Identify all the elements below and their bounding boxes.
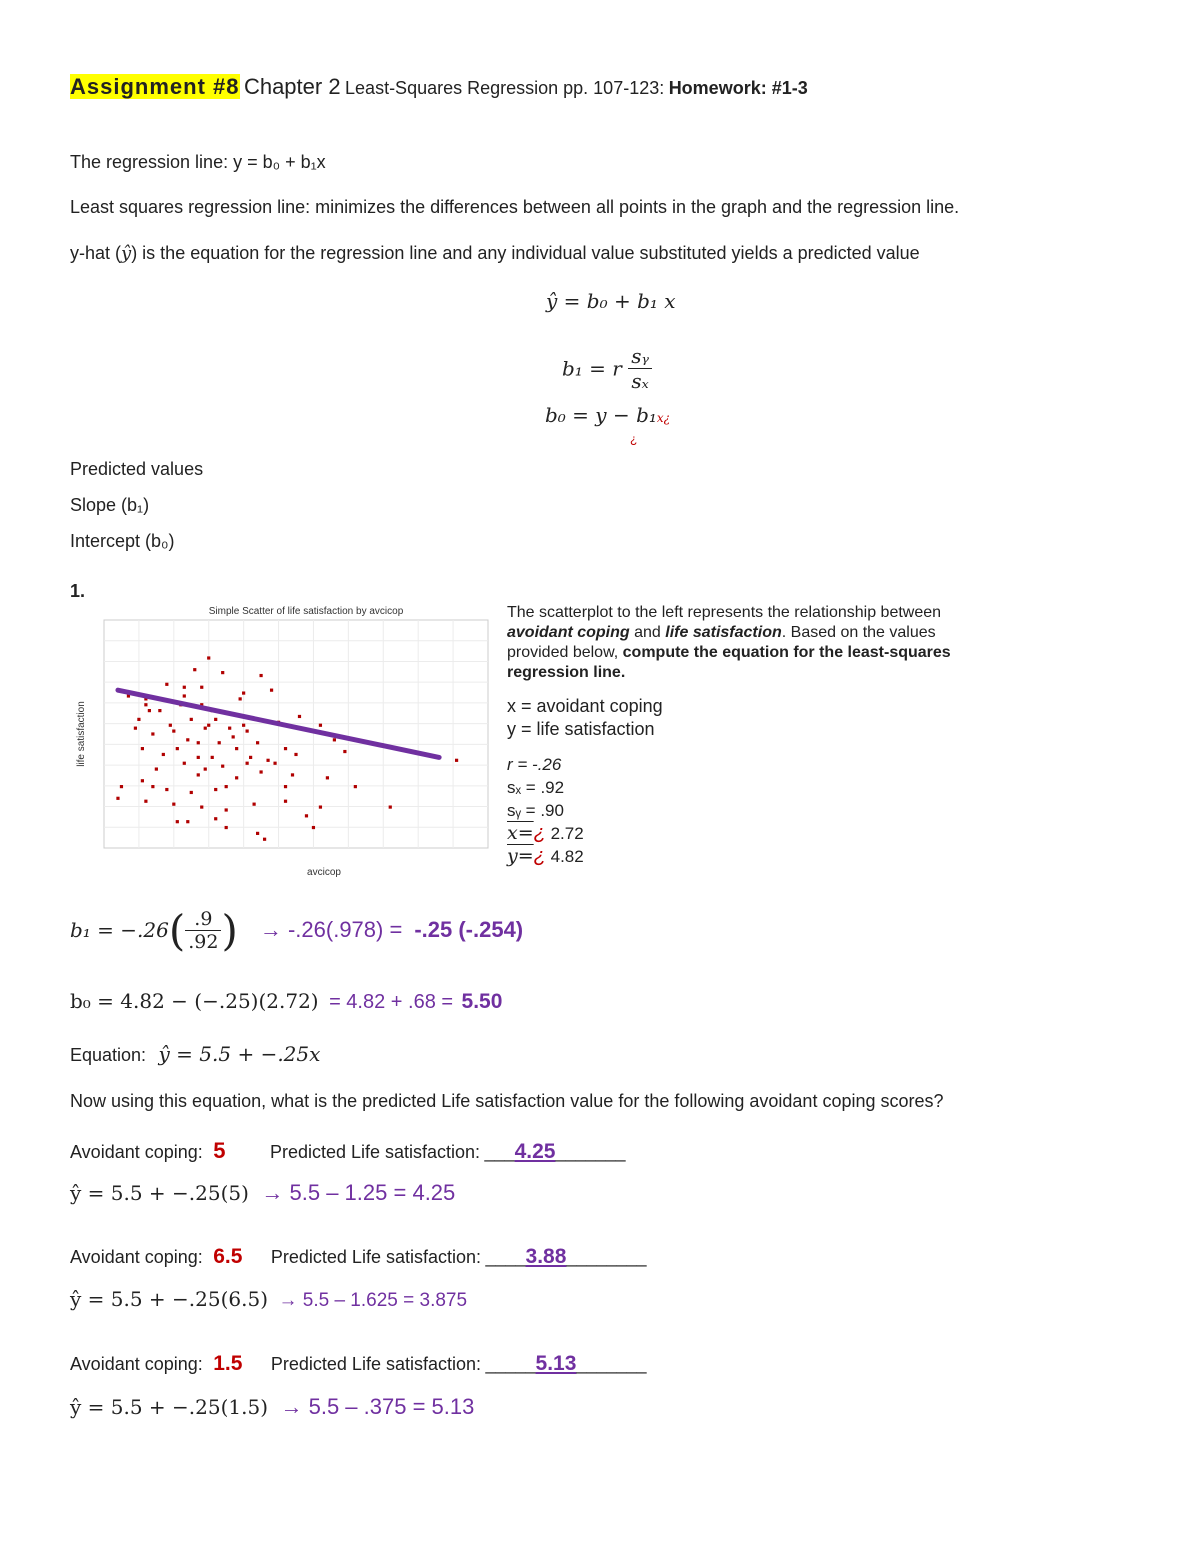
assignment-label: Assignment #8 <box>70 74 240 99</box>
desc-life: life satisfaction <box>665 624 782 641</box>
pred3-post-blank: _______ <box>576 1354 647 1374</box>
data-point <box>389 805 392 808</box>
data-point <box>172 729 175 732</box>
data-point <box>197 773 200 776</box>
pred2-eq: ŷ = 5.5 + −.25(6.5) <box>70 1287 269 1311</box>
pred3-pred-label: Predicted Life satisfaction: <box>270 1354 482 1374</box>
desc-line-2 <box>507 623 951 643</box>
data-point <box>197 756 200 759</box>
data-point <box>204 727 207 730</box>
pred2-score: 6.5 <box>213 1245 243 1268</box>
prediction-3 <box>70 1352 646 1376</box>
data-point <box>242 724 245 727</box>
data-point <box>294 753 297 756</box>
prediction-2 <box>70 1245 646 1269</box>
data-point <box>239 697 242 700</box>
data-point <box>190 718 193 721</box>
data-point <box>263 838 266 841</box>
data-point <box>312 826 315 829</box>
pred1-work: → 5.5 – 1.25 = 4.25 <box>261 1180 456 1205</box>
data-point <box>144 800 147 803</box>
b1-sol-result: -.25 (-.254) <box>414 917 524 942</box>
b0-sol-work: = 4.82 + .68 = <box>329 991 454 1013</box>
y-definition: y = life satisfaction <box>507 719 655 739</box>
chart-grid <box>104 620 488 848</box>
data-point <box>193 668 196 671</box>
data-point <box>144 703 147 706</box>
yhat-pre: y-hat ( <box>70 243 122 263</box>
b0-sol-result: 5.50 <box>461 990 503 1013</box>
b1-sol-den: .92 <box>188 930 219 953</box>
data-point <box>176 820 179 823</box>
scatter-chart <box>78 598 498 880</box>
data-point <box>291 773 294 776</box>
least-squares-text: Least squares regression line: minimizes the differences between all points in the graph and the regression line. <box>70 197 960 217</box>
pred1-label: Avoidant coping: <box>70 1142 203 1162</box>
b0-tail: x¿ <box>656 411 671 425</box>
data-point <box>200 686 203 689</box>
given-values <box>507 753 584 868</box>
data-point <box>155 767 158 770</box>
chart-xlabel: avcicop <box>307 867 341 878</box>
data-point <box>225 785 228 788</box>
pred1-pred-label: Predicted Life satisfaction: <box>269 1142 481 1162</box>
b1-lhs: b₁ = r <box>562 356 622 381</box>
chart-title: Simple Scatter of life satisfaction by avcicop <box>208 606 404 617</box>
data-point <box>270 689 273 692</box>
xbar-sym: x= <box>507 822 534 844</box>
page-title <box>70 74 808 100</box>
prediction-3-work <box>70 1394 474 1420</box>
plot-area <box>104 620 488 848</box>
data-point <box>183 686 186 689</box>
pred2-pred-label: Predicted Life satisfaction: <box>270 1247 482 1267</box>
data-point <box>151 785 154 788</box>
yhat-post: ) is the equation for the regression line and any individual value substituted yields a predicted value <box>131 243 920 263</box>
data-point <box>333 738 336 741</box>
data-point <box>284 747 287 750</box>
data-point <box>134 727 137 730</box>
desc-line-1: The scatterplot to the left represents the relationship between <box>507 604 942 621</box>
data-point <box>158 709 161 712</box>
data-point <box>165 683 168 686</box>
ybar-value <box>507 845 584 868</box>
prediction-1 <box>70 1138 626 1164</box>
pred3-answer: 5.13 <box>535 1352 577 1375</box>
data-point <box>218 741 221 744</box>
data-point <box>246 729 249 732</box>
desc-compute: compute the equation for the least-squares <box>622 644 951 661</box>
data-point <box>232 735 235 738</box>
prediction-1-work <box>70 1180 455 1206</box>
data-point <box>319 805 322 808</box>
data-point <box>183 762 186 765</box>
data-point <box>354 785 357 788</box>
data-point <box>197 741 200 744</box>
sx-value: sₓ = .92 <box>507 778 565 797</box>
data-point <box>148 709 151 712</box>
data-point <box>235 747 238 750</box>
slope-term: Slope (b₁) <box>70 495 150 515</box>
pred1-eq: ŷ = 5.5 + −.25(5) <box>70 1181 249 1205</box>
chart-ylabel: life satisfaction <box>76 701 87 767</box>
b1-fraction <box>628 344 652 393</box>
data-point <box>207 724 210 727</box>
ybar-val: 4.82 <box>550 847 584 866</box>
pred2-pre-blank: ____ <box>485 1247 526 1267</box>
b1-formula <box>562 344 652 393</box>
pred2-answer: 3.88 <box>525 1245 567 1268</box>
data-point <box>214 817 217 820</box>
b1-sol-num: .9 <box>185 908 221 931</box>
desc-and: and <box>629 624 666 641</box>
data-point <box>169 724 172 727</box>
data-point <box>204 767 207 770</box>
pred3-eq: ŷ = 5.5 + −.25(1.5) <box>70 1395 269 1419</box>
prediction-2-work <box>70 1287 467 1312</box>
data-point <box>225 808 228 811</box>
data-point <box>211 756 214 759</box>
r-value: r = -.26 <box>507 755 562 774</box>
sy-value: sᵧ = .90 <box>507 801 564 820</box>
data-point <box>186 738 189 741</box>
xbar-value <box>507 822 584 845</box>
b0-eq: b₀ = y − b₁ <box>545 403 657 427</box>
data-point <box>259 674 262 677</box>
intercept-term: Intercept (b₀) <box>70 531 175 551</box>
yhat-formula: ŷ = b₀ + b₁ x <box>546 289 676 313</box>
equation-label: Equation: <box>70 1045 147 1065</box>
pred3-label: Avoidant coping: <box>70 1354 203 1374</box>
data-point <box>141 747 144 750</box>
chapter-label: Chapter 2 <box>243 74 341 99</box>
x-definition: x = avoidant coping <box>507 696 663 716</box>
desc-line-3 <box>507 643 951 663</box>
data-point <box>259 770 262 773</box>
data-point <box>221 671 224 674</box>
data-point <box>305 814 308 817</box>
pred3-work: → 5.5 – .375 = 5.13 <box>280 1394 475 1419</box>
data-point <box>186 820 189 823</box>
yhat-symbol: ŷ <box>121 243 132 264</box>
pred3-pre-blank: _____ <box>485 1354 536 1374</box>
data-point <box>172 803 175 806</box>
b1-numerator: sᵧ <box>628 344 652 369</box>
equation-value: ŷ = 5.5 + −.25x <box>158 1042 321 1066</box>
pred3-score: 1.5 <box>213 1352 243 1375</box>
b1-sol-fraction <box>185 908 221 953</box>
data-point <box>319 724 322 727</box>
data-point <box>165 788 168 791</box>
problem-description <box>507 603 951 683</box>
data-point <box>284 785 287 788</box>
data-point <box>214 788 217 791</box>
topic-label: Least-Squares Regression pp. 107-123: <box>345 78 665 98</box>
b0-sol-eq: b₀ = 4.82 − (−.25)(2.72) <box>70 989 319 1013</box>
data-point <box>284 800 287 803</box>
yhat-text <box>70 243 920 264</box>
predicted-values-term: Predicted values <box>70 459 204 479</box>
pred1-answer: 4.25 <box>514 1140 556 1163</box>
data-point <box>190 791 193 794</box>
data-point <box>256 741 259 744</box>
data-point <box>183 694 186 697</box>
b0-mark: ¿ <box>630 432 638 446</box>
data-point <box>137 718 140 721</box>
data-point <box>343 750 346 753</box>
data-point <box>273 762 276 765</box>
ybar-sym: y= <box>507 845 534 867</box>
variable-definitions <box>507 695 663 741</box>
b1-solution: b₁ = −.26 ( $\frac{.9}{.92}$ ) → -.26(.978) = -.25 (-.254) <box>70 905 524 955</box>
data-point <box>225 826 228 829</box>
pred1-score: 5 <box>213 1138 226 1163</box>
pred2-label: Avoidant coping: <box>70 1247 203 1267</box>
homework-label: Homework: #1-3 <box>668 78 808 98</box>
data-point <box>266 759 269 762</box>
pred1-post-blank: _______ <box>555 1142 626 1162</box>
b0-formula <box>545 403 670 427</box>
data-point <box>326 776 329 779</box>
desc-line-4: regression line. <box>507 664 626 681</box>
problem-number: 1. <box>70 581 86 601</box>
pred2-post-blank: ________ <box>566 1247 647 1267</box>
data-point <box>176 747 179 750</box>
data-point <box>455 759 458 762</box>
b0-solution <box>70 989 502 1014</box>
b1-sol-lhs: b₁ = −.26 <box>70 918 169 942</box>
data-point <box>256 832 259 835</box>
desc-provided: provided below, <box>507 644 623 661</box>
data-point <box>298 715 301 718</box>
data-point <box>235 776 238 779</box>
data-point <box>253 803 256 806</box>
data-point <box>246 762 249 765</box>
question-text: Now using this equation, what is the predicted Life satisfaction value for the following avoidant coping scores? <box>70 1091 944 1111</box>
data-point <box>242 691 245 694</box>
data-point <box>120 785 123 788</box>
pred1-pre-blank: ___ <box>484 1142 515 1162</box>
pred2-work: → 5.5 – 1.625 = 3.875 <box>278 1290 468 1311</box>
b1-sol-arrow: → -.26(.978) = <box>259 917 403 942</box>
xbar-mark: ¿ <box>533 822 546 844</box>
data-point <box>221 765 224 768</box>
regression-line-text: The regression line: y = b₀ + b₁x <box>70 152 326 172</box>
final-equation <box>70 1042 320 1066</box>
data-point <box>151 732 154 735</box>
data-point <box>200 805 203 808</box>
data-point <box>249 756 252 759</box>
data-point <box>214 718 217 721</box>
b1-denominator: sₓ <box>631 369 649 393</box>
data-point <box>228 727 231 730</box>
desc-based: . Based on the values <box>781 624 936 641</box>
data-point <box>207 656 210 659</box>
ybar-mark: ¿ <box>533 845 546 867</box>
desc-avoidant: avoidant coping <box>507 624 630 641</box>
data-point <box>162 753 165 756</box>
data-point <box>116 797 119 800</box>
data-point <box>141 779 144 782</box>
xbar-val: 2.72 <box>550 824 584 843</box>
